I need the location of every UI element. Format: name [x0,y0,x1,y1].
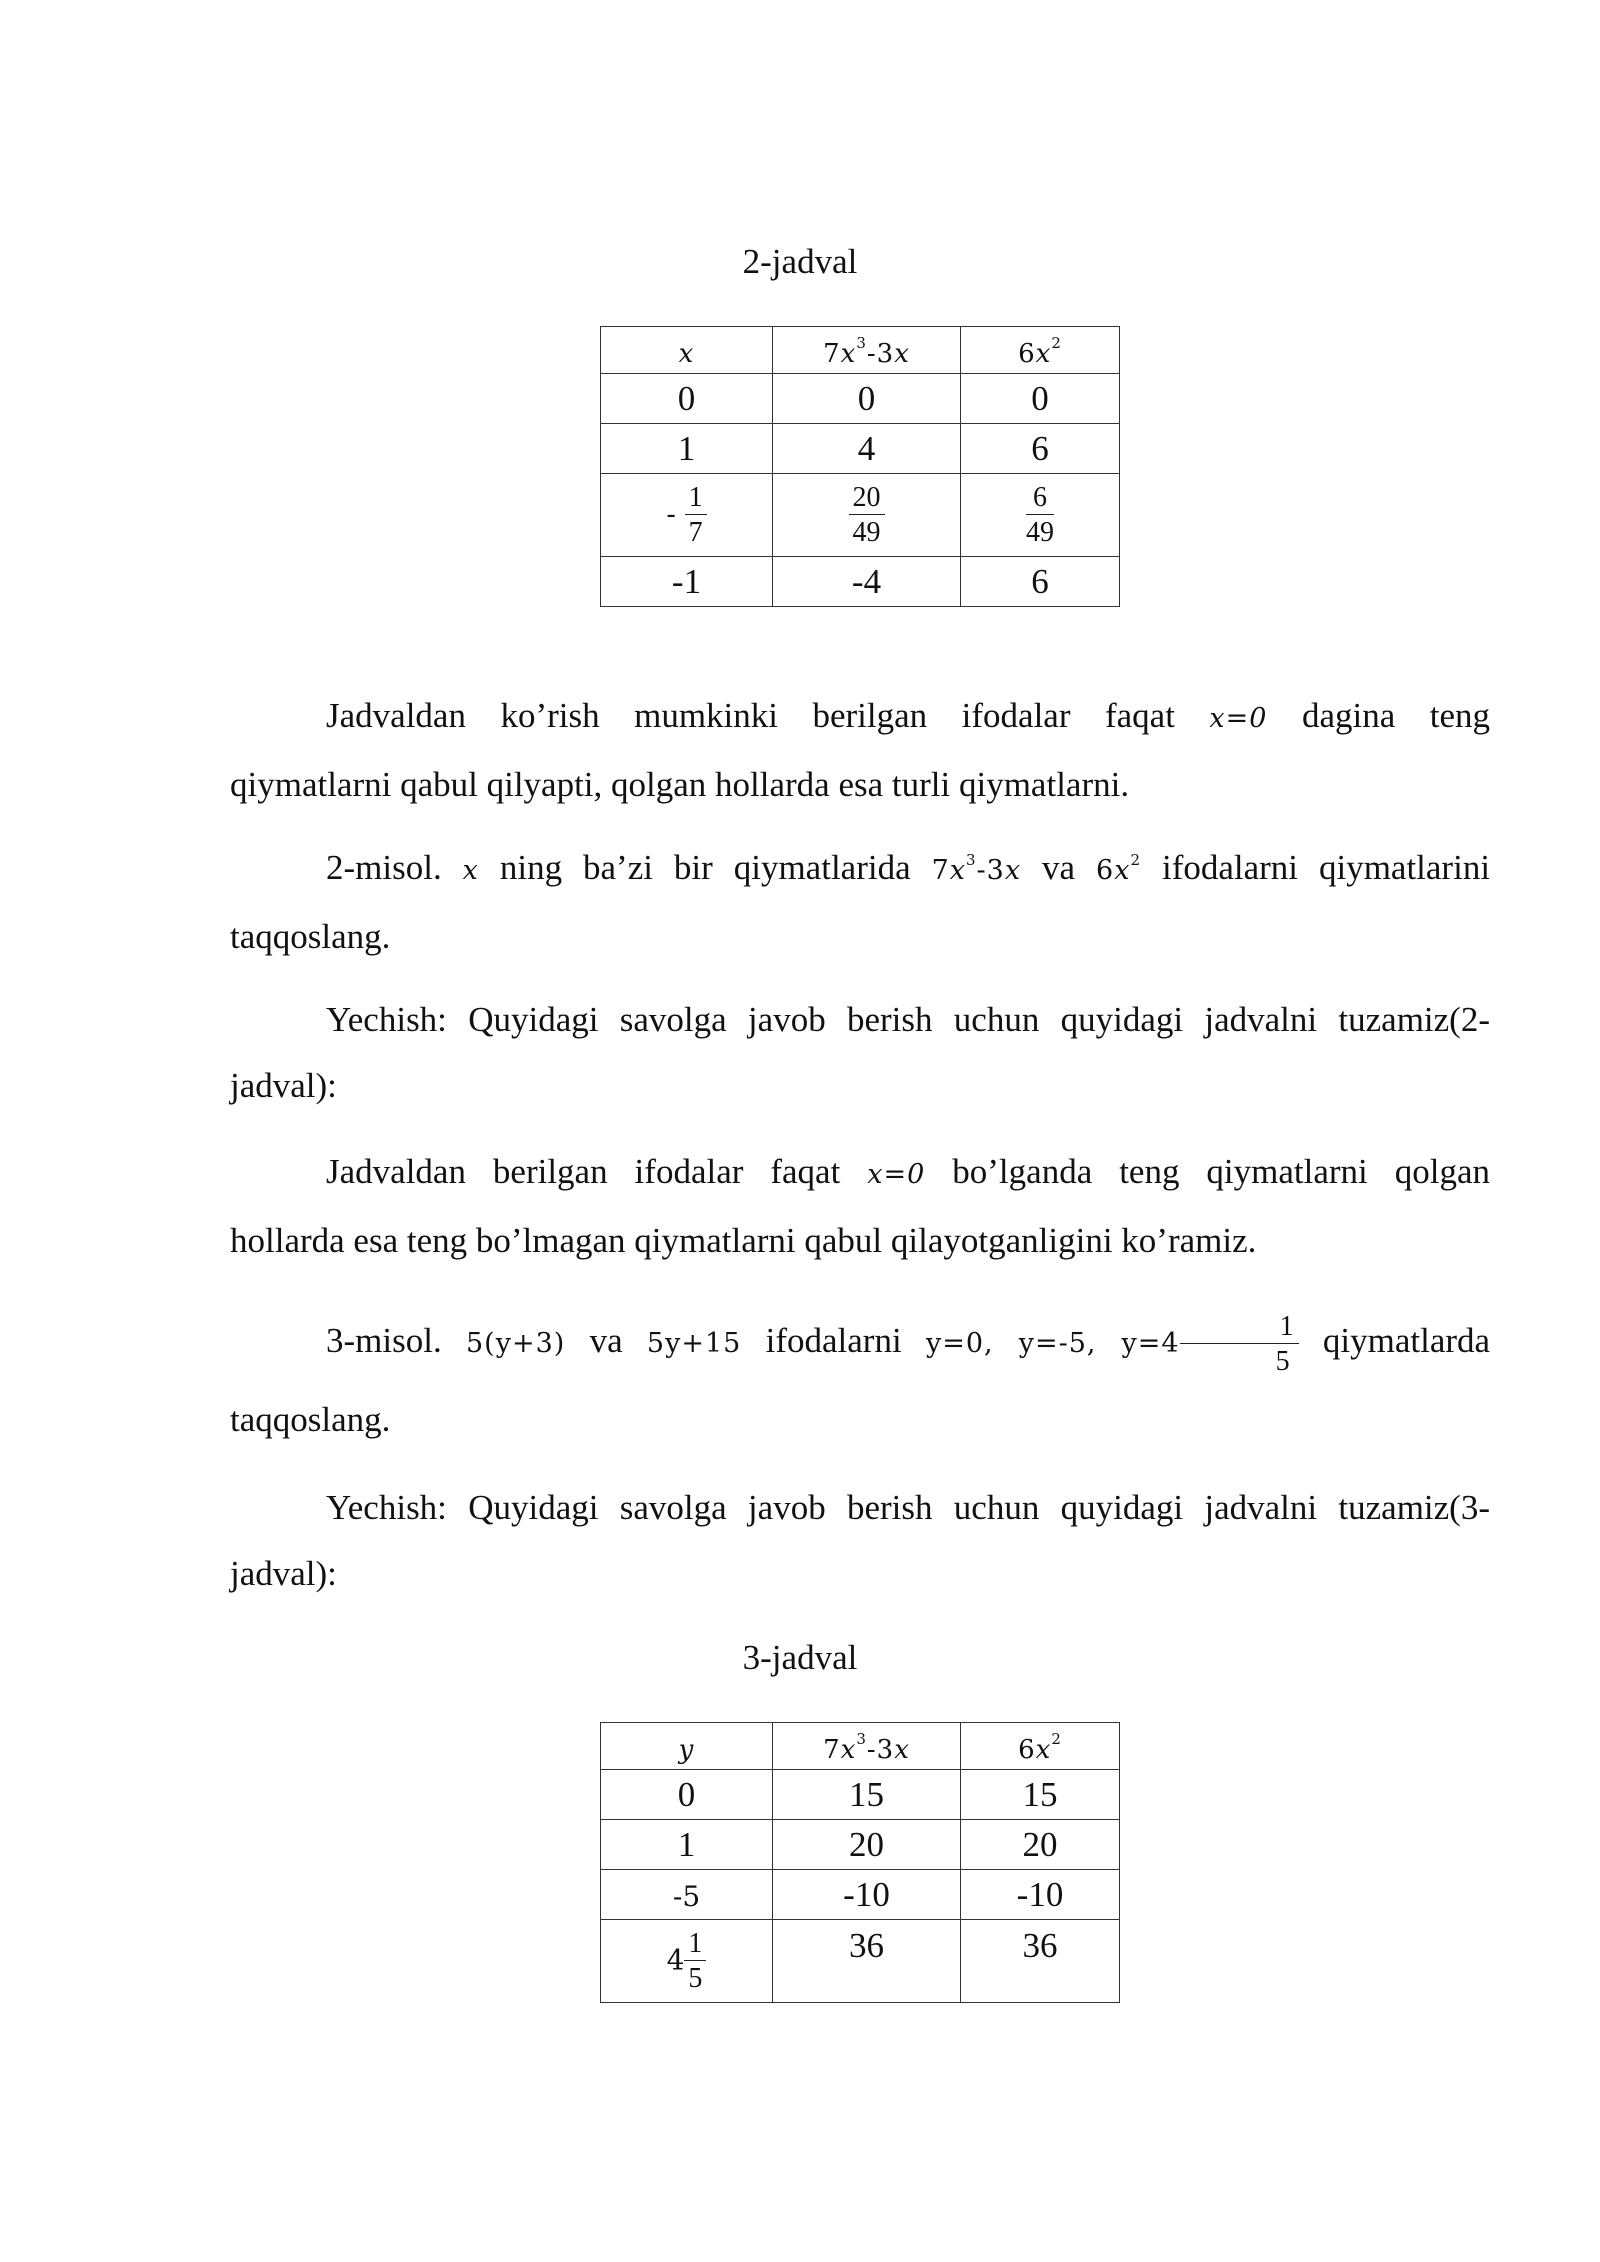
paragraph-1: Jadvaldan ko’rish mumkinki berilgan ifodalar faqat x=0 dagina teng qiymatlarni qabul qilyapti, qolgan hollarda esa turli qiymatlarni. [230,696,1490,804]
table-cell: -10 [961,1870,1120,1920]
table2-caption: 2-jadval [742,242,858,281]
table-cell: 0 [773,374,961,424]
table-row [601,424,1120,474]
table3-caption: 3-jadval [742,1638,858,1677]
fraction: $\frac{20}{49}$ [849,484,885,547]
table-cell [773,474,961,557]
fraction: $\frac{1}{7}$ [685,484,707,547]
table-row [601,1770,1120,1820]
header-cell-expr2: $6x^2$ [961,327,1120,374]
table-row [601,374,1120,424]
table-cell [961,474,1120,557]
header-cell-y: y [601,1723,773,1770]
table-cell: -1 [601,557,773,607]
table-header-row [601,327,1120,374]
table-row [601,1920,1120,2003]
table-cell: 4 $\frac{1}{5}$ [601,1920,773,2003]
table-row [601,1820,1120,1870]
header-cell-x: x [601,327,773,374]
minus-sign: - [666,497,676,531]
table-row [601,557,1120,607]
table-cell: 0 [961,374,1120,424]
paragraph-3: Yechish: Quyidagi savolga javob berish uchun quyidagi jadvalni tuzamiz(2- jadval): [230,1000,1490,1105]
paragraph-4: Jadvaldan berilgan ifodalar faqat x=0 bo’lganda teng qiymatlarni qolgan hollarda esa teng bo’lmagan qiymatlarni qabul qilayotganligini ko’ramiz. [230,1152,1490,1260]
table-cell: 6 [961,424,1120,474]
table2 [600,326,1120,607]
paragraph-6: Yechish: Quyidagi savolga javob berish uchun quyidagi jadvalni tuzamiz(3- jadval): [230,1488,1490,1593]
table-cell: 0 [601,374,773,424]
table-row [601,1870,1120,1920]
table3 [600,1722,1120,2003]
header-cell-expr2: $6x^2$ [961,1723,1120,1770]
table-cell: 36 [773,1920,961,2003]
paragraph-2: 2-misol. x ning ba’zi bir qiymatlarida $7x^3-3x$ va $6x^2$ ifodalarni qiymatlarini taqqoslang. [230,848,1491,956]
table-cell: -4 [773,557,961,607]
table-cell: 6 [961,557,1120,607]
table-cell: 20 [961,1820,1120,1870]
paragraph-5: 3-misol. 5(y+3) va 5y+15 ifodalarni y=0, y=-5, y=4 $\frac{1}{5}$ qiymatlarda taqqoslang. [230,1311,1491,1439]
table-header-row [601,1723,1120,1770]
table-row [601,474,1120,557]
table-cell [601,474,773,557]
table-cell: -10 [773,1870,961,1920]
table-cell: -5 [601,1870,773,1920]
header-cell-expr1: $7x^3-3x$ [773,327,961,374]
table-cell: 15 [961,1770,1120,1820]
fraction: $\frac{1}{5}$ [1180,1313,1299,1376]
table-cell: 4 [773,424,961,474]
header-cell-expr1: $7x^3-3x$ [773,1723,961,1770]
table-cell: 36 [961,1920,1120,2003]
table-cell: 1 [601,424,773,474]
table-cell: 1 [601,1820,773,1870]
table-cell: 0 [601,1770,773,1820]
table-cell: 20 [773,1820,961,1870]
table-cell: 15 [773,1770,961,1820]
fraction: $\frac{6}{49}$ [1026,481,1054,548]
fraction: $\frac{1}{5}$ [684,1930,706,1993]
